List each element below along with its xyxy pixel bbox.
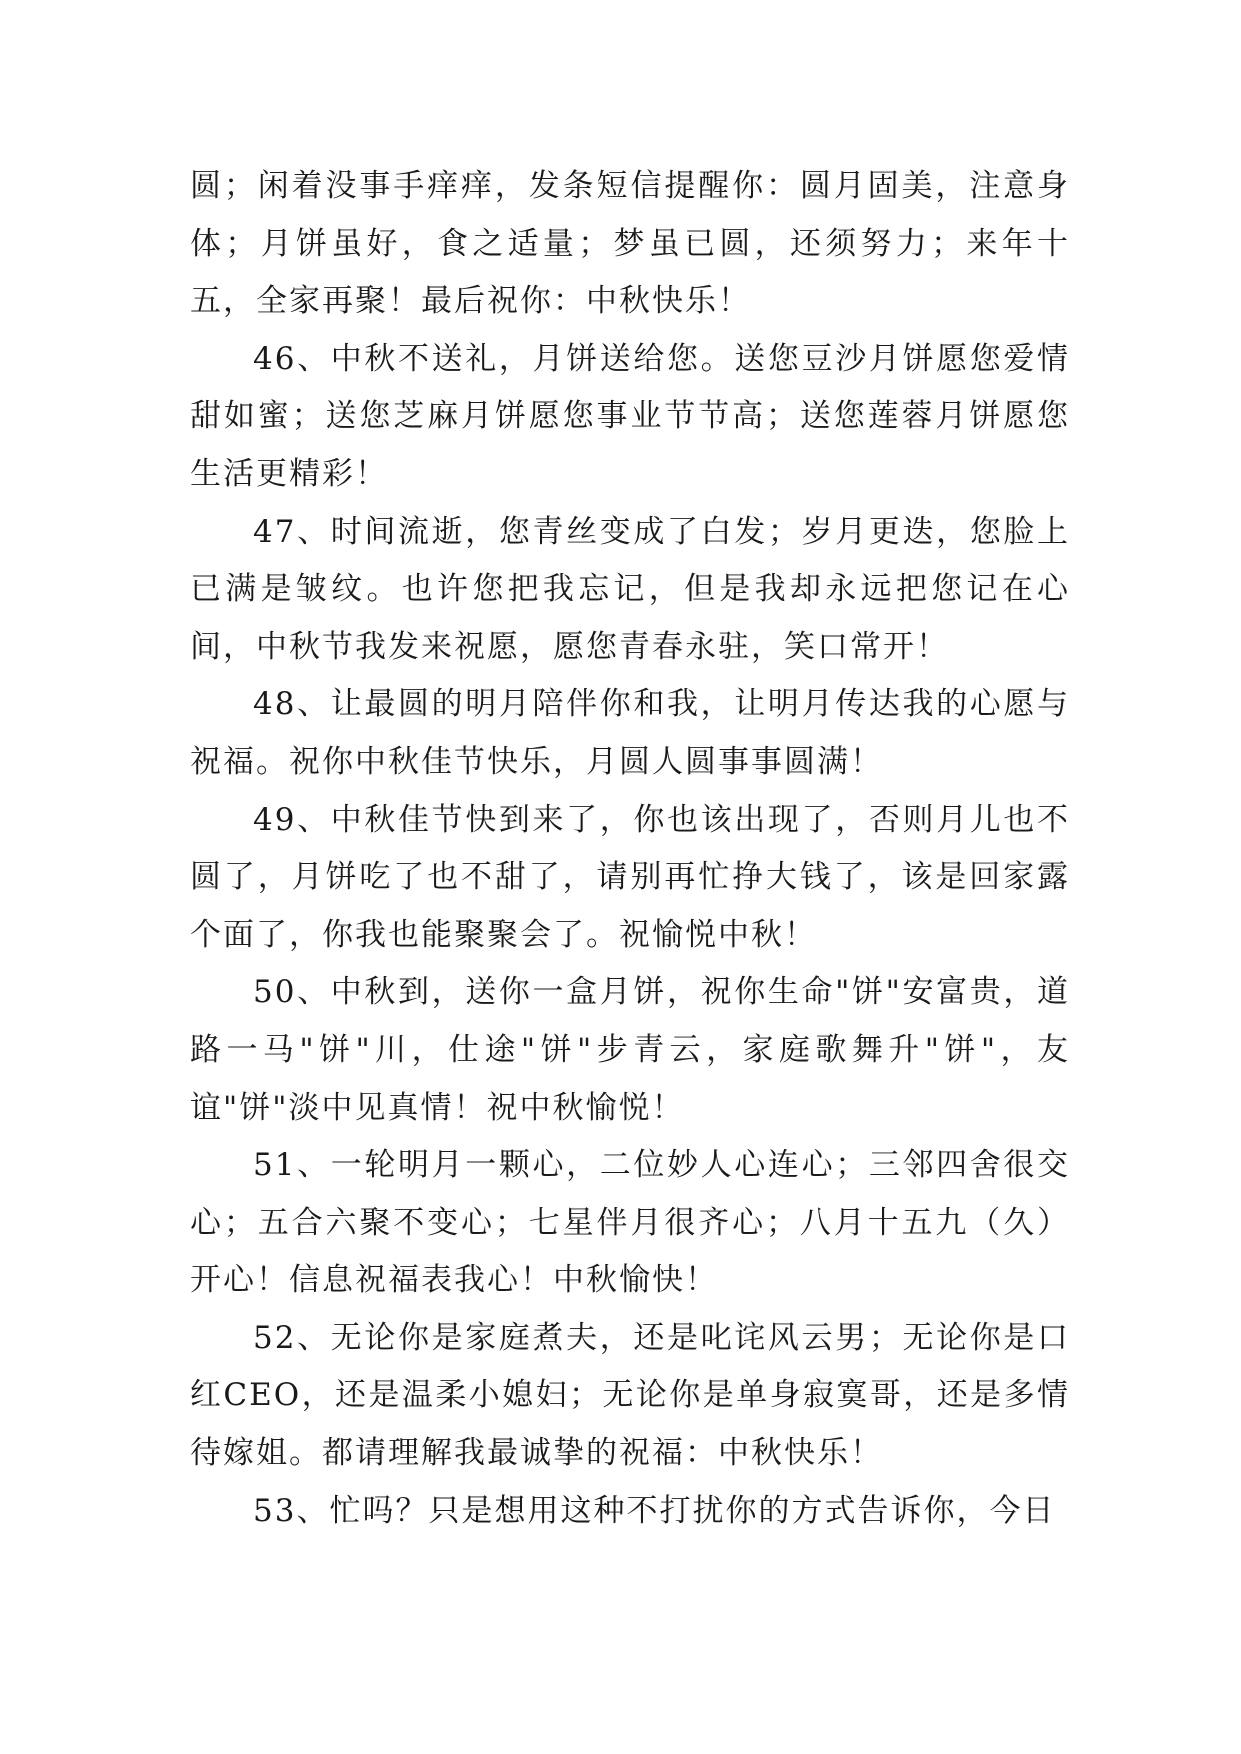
paragraph-47: 47、时间流逝，您青丝变成了白发；岁月更迭，您脸上已满是皱纹。也许您把我忘记，但是我却永远把您记在心间，中秋节我发来祝愿，愿您青春永驻，笑口常开！: [190, 513, 1070, 665]
paragraph-53: 53、忙吗？只是想用这种不打扰你的方式告诉你，今日: [253, 1492, 1056, 1529]
paragraph-52: 52、无论你是家庭煮夫，还是叱诧风云男；无论你是口红CEO，还是温柔小媳妇；无论你是单身寂寞哥，还是多情待嫁姐。都请理解我最诚挚的祝福：中秋快乐！: [190, 1319, 1070, 1472]
paragraph-46: 46、中秋不送礼，月饼送给您。送您豆沙月饼愿您爱情甜如蜜；送您芝麻月饼愿您事业节节高；送您莲蓉月饼愿您生活更精彩！: [190, 340, 1070, 492]
paragraph-48: 48、让最圆的明月陪伴你和我，让明月传达我的心愿与祝福。祝你中秋佳节快乐，月圆人圆事事圆满！: [190, 686, 1070, 780]
paragraph-50: 50、中秋到，送你一盒月饼，祝你生命"饼"安富贵，道路一马"饼"川，仕途"饼"步青云，家庭歌舞升"饼"，友谊"饼"淡中见真情！祝中秋愉悦！: [190, 974, 1070, 1126]
paragraph-continued: 圆；闲着没事手痒痒，发条短信提醒你：圆月固美，注意身体；月饼虽好，食之适量；梦虽已圆，还须努力；来年十五，全家再聚！最后祝你：中秋快乐！: [190, 168, 1070, 320]
paragraph-51: 51、一轮明月一颗心，二位妙人心连心；三邻四舍很交心；五合六聚不变心；七星伴月很齐心；八月十五九（久）开心！信息祝福表我心！中秋愉快！: [190, 1147, 1070, 1299]
paragraph-49: 49、中秋佳节快到来了，你也该出现了，否则月儿也不圆了，月饼吃了也不甜了，请别再忙挣大钱了，该是回家露个面了，你我也能聚聚会了。祝愉悦中秋！: [190, 801, 1070, 953]
document-body: [190, 158, 1070, 1540]
